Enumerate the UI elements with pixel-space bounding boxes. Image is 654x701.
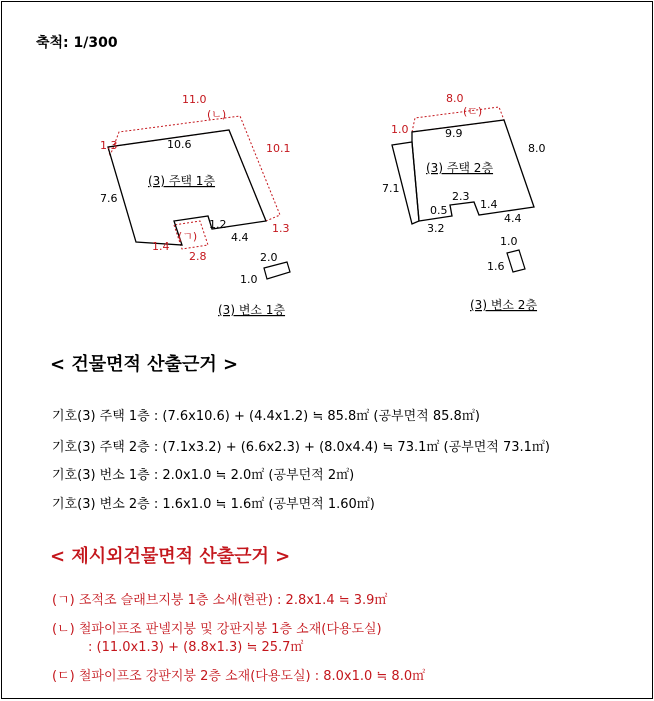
dim-label: 1.0 xyxy=(391,123,409,136)
dim-label: 8.0 xyxy=(528,142,546,155)
dim-label: 2.8 xyxy=(189,250,207,263)
dim-label: 10.6 xyxy=(167,138,192,151)
dim-label: 3.2 xyxy=(427,222,445,235)
area-line: 기호(3) 변소 2층 : 1.6x1.0 ≒ 1.6㎡ (공부면적 1.60㎡) xyxy=(52,497,375,512)
dim-label: 1.3 xyxy=(100,139,118,152)
annex-n-outline xyxy=(108,116,280,221)
dim-label: 1.4 xyxy=(152,240,170,253)
dim-label: 7.1 xyxy=(382,182,400,195)
dim-label: 1.2 xyxy=(209,218,227,231)
extra-area-line: (ㄴ) 철파이프조 판넬지붕 및 강판지붕 1층 소재(다용도실) xyxy=(52,622,382,637)
house-1f-plan xyxy=(100,93,291,263)
dim-label: 11.0 xyxy=(182,93,207,106)
extra-area-line: (ㄱ) 조적조 슬래브지붕 1층 소새(현관) : 2.8x1.4 ≒ 3.9㎡ xyxy=(52,593,388,608)
area-line: 기호(3) 주택 2층 : (7.1x3.2) + (6.6x2.3) + (8.0x4.4) ≒ 73.1㎡ (공부면적 73.1㎡) xyxy=(52,440,550,455)
extra-area-line: : (11.0x1.3) + (8.8x1.3) ≒ 25.7㎡ xyxy=(88,640,304,655)
dim-label: 4.4 xyxy=(231,231,249,244)
extra-area-heading: < 제시외건물면적 산출근거 > xyxy=(50,546,291,567)
plan-label: (3) 변소 2층 xyxy=(470,298,538,312)
dim-label: 2.3 xyxy=(452,190,470,203)
area-line: 기호(3) 번소 1층 : 2.0x1.0 ≒ 2.0㎡ (공부던적 2㎡) xyxy=(52,468,355,483)
house-2f-plan xyxy=(382,92,546,235)
dim-label: 1.6 xyxy=(487,260,505,273)
toilet-2f-plan xyxy=(470,235,537,312)
annex-mark: (ㄷ) xyxy=(463,105,483,118)
document-page xyxy=(1,1,653,699)
floor-plan-drawing xyxy=(2,2,654,332)
dim-label: 7.6 xyxy=(100,192,118,205)
dim-label: 1.0 xyxy=(240,273,258,286)
toilet-2f-outline xyxy=(507,250,525,272)
scale-label: 축척: 1/300 xyxy=(36,35,118,51)
dim-label: 9.9 xyxy=(445,127,463,140)
annex-mark: (ㄱ) xyxy=(178,230,198,243)
dim-label: 10.1 xyxy=(266,142,291,155)
area-line: 기호(3) 주택 1층 : (7.6x10.6) + (4.4x1.2) ≒ 85.8㎡ (공부면적 85.8㎡) xyxy=(52,409,480,424)
dim-label: 1.3 xyxy=(272,222,290,235)
toilet-1f-plan xyxy=(218,251,290,317)
dim-label: 1.4 xyxy=(480,198,498,211)
toilet-1f-outline xyxy=(264,262,290,279)
building-area-heading: < 건물면적 산출근거 > xyxy=(50,354,239,375)
plan-label: (3) 주택 2층 xyxy=(426,161,494,175)
dim-label: 4.4 xyxy=(504,212,522,225)
plan-label: (3) 주택 1층 xyxy=(148,174,216,188)
plan-label: (3) 변소 1층 xyxy=(218,303,286,317)
dim-label: 2.0 xyxy=(260,251,278,264)
dim-label: 1.0 xyxy=(500,235,518,248)
annex-mark: (ㄴ) xyxy=(207,108,227,121)
extra-area-line: (ㄷ) 철파이프조 강판지붕 2층 소재(다용도실) : 8.0x1.0 ≒ 8.0㎡ xyxy=(52,669,426,684)
dim-label: 8.0 xyxy=(446,92,464,105)
dim-label: 0.5 xyxy=(430,204,448,217)
